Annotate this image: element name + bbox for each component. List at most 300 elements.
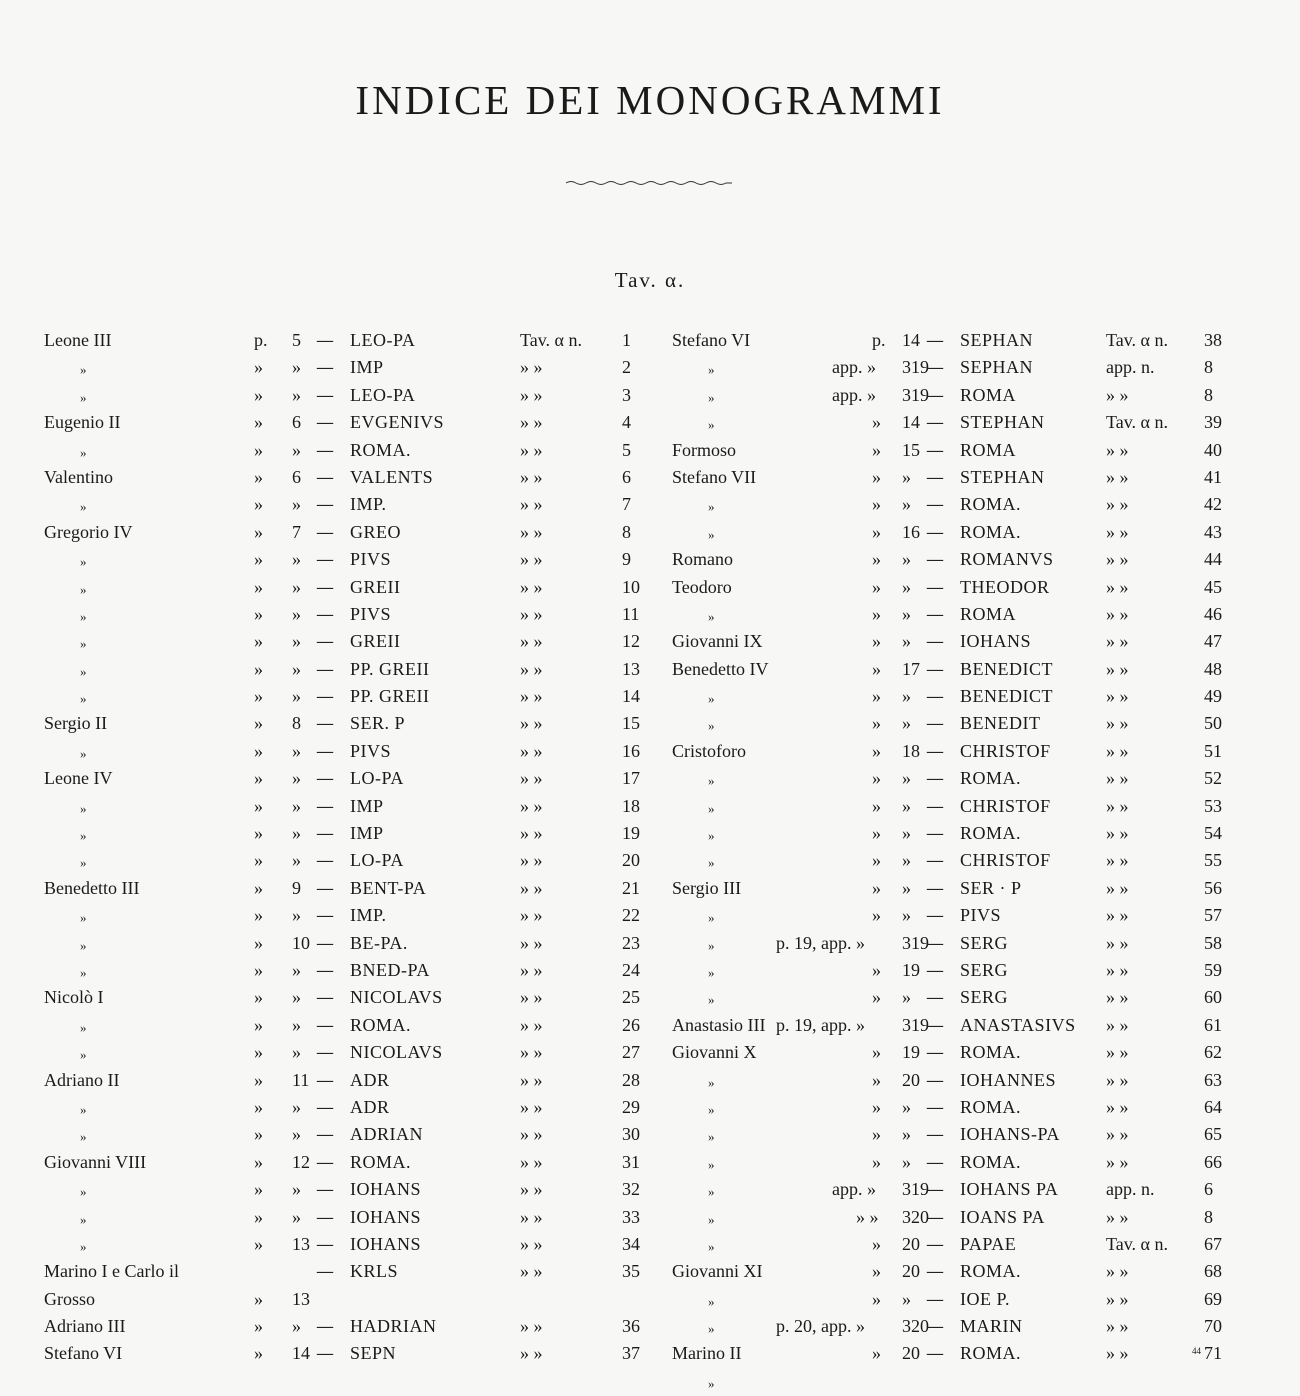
entry-num: 60	[1204, 987, 1222, 1008]
entry-num: 22	[622, 905, 640, 926]
entry-tav: » »	[1106, 686, 1129, 707]
entry-ref: »	[254, 713, 263, 734]
entry-name: »	[80, 663, 87, 679]
entry-ref: »	[872, 412, 881, 433]
entry-num: 19	[622, 823, 640, 844]
entry-mono: ROMA	[960, 439, 1017, 460]
entry-mono: CHRISTOF	[960, 850, 1051, 871]
entry-num: 16	[622, 740, 640, 761]
entry-name: Adriano II	[44, 1069, 120, 1090]
dash-separator: —	[926, 1124, 945, 1146]
entry-name: Grosso	[44, 1288, 96, 1309]
entry-mono: ROMA.	[960, 1261, 1022, 1282]
entry-page: »	[292, 658, 301, 679]
entry-num: 45	[1204, 576, 1222, 597]
entry-page: »	[292, 1316, 301, 1337]
entry-page: 320	[902, 1316, 929, 1337]
entry-tav: » »	[520, 1233, 543, 1254]
entry-mono: SERG	[960, 987, 1009, 1008]
entry-tav: » »	[520, 713, 543, 734]
entry-mono: IOHANS	[350, 1179, 422, 1200]
entry-mono: BENT-PA	[350, 877, 427, 898]
entry-num: 42	[1204, 494, 1222, 515]
dash-separator: —	[316, 1179, 335, 1201]
entry-page: »	[902, 686, 911, 707]
entry-mono: SER. P	[350, 713, 406, 734]
entry-mono: ROMA.	[960, 1343, 1022, 1364]
entry-ref: »	[254, 1151, 263, 1172]
entry-mono: ROMA.	[960, 1096, 1022, 1117]
entry-tav: » »	[1106, 466, 1129, 487]
entry-name: »	[708, 992, 715, 1008]
dash-separator: —	[316, 603, 335, 625]
entry-num: 30	[622, 1124, 640, 1145]
entry-page: »	[902, 877, 911, 898]
entry-name: »	[708, 1375, 715, 1391]
entry-page: »	[902, 823, 911, 844]
dash-separator: —	[926, 1014, 945, 1036]
dash-separator: —	[316, 521, 335, 543]
entry-tav: » »	[520, 521, 543, 542]
dash-separator: —	[926, 823, 945, 845]
entry-num: 6	[622, 466, 631, 487]
entry-tav: » »	[1106, 1069, 1129, 1090]
entry-ref: »	[254, 521, 263, 542]
entry-page: 7	[292, 521, 301, 542]
entry-tav: Tav. α n.	[520, 330, 582, 350]
entry-num: 51	[1204, 740, 1222, 761]
entry-tav: » »	[520, 850, 543, 871]
entry-num: 31	[622, 1151, 640, 1172]
entry-mono: LO-PA	[350, 768, 404, 789]
entry-name: »	[80, 581, 87, 597]
entry-name: Marino I e Carlo il	[44, 1261, 179, 1282]
entry-num: 32	[622, 1179, 640, 1200]
entry-tav: » »	[1106, 987, 1129, 1008]
entry-mono: ANASTASIVS	[960, 1014, 1076, 1035]
entry-tav: » »	[520, 412, 543, 433]
entry-ref: p.	[254, 330, 268, 350]
entry-mono: SER · P	[960, 877, 1022, 898]
entry-tav: » »	[1106, 658, 1129, 679]
dash-separator: —	[316, 330, 335, 351]
entry-mono: IMP	[350, 795, 384, 816]
entry-ref: »	[254, 439, 263, 460]
entry-tav: » »	[520, 549, 543, 570]
entry-ref: »	[872, 1096, 881, 1117]
entry-page: »	[292, 1096, 301, 1117]
entry-ref: »	[254, 603, 263, 624]
entry-num: 47	[1204, 631, 1222, 652]
entry-page: »	[292, 384, 301, 405]
entry-name: »	[80, 800, 87, 816]
dash-separator: —	[316, 412, 335, 434]
entry-name: Adriano III	[44, 1316, 126, 1337]
entry-num: 58	[1204, 932, 1222, 953]
entry-page: 319	[902, 932, 929, 953]
entry-name: Giovanni IX	[672, 631, 763, 652]
entry-name: Benedetto III	[44, 877, 140, 898]
entry-mono: ADR	[350, 1096, 390, 1117]
entry-ref: »	[872, 713, 881, 734]
dash-separator: —	[316, 357, 335, 379]
entry-name: Stefano VI	[672, 330, 751, 350]
entry-mono: ROMA.	[960, 768, 1022, 789]
entry-ref: »	[254, 1069, 263, 1090]
dash-separator: —	[926, 521, 945, 543]
entry-page: 20	[902, 1261, 920, 1282]
entry-ref: p.	[872, 330, 886, 350]
entry-name: Nicolò I	[44, 987, 104, 1008]
entry-num: 27	[622, 1042, 640, 1063]
entry-page: »	[292, 494, 301, 515]
entry-page: 6	[292, 466, 301, 487]
entry-tav: » »	[1106, 1014, 1129, 1035]
entry-ref: »	[872, 823, 881, 844]
entry-page: »	[292, 439, 301, 460]
entry-page: 20	[902, 1069, 920, 1090]
entry-tav: » »	[1106, 905, 1129, 926]
dash-separator: —	[926, 1069, 945, 1091]
dash-separator: —	[926, 905, 945, 927]
entry-ref: »	[254, 549, 263, 570]
entry-tav: » »	[520, 1179, 543, 1200]
entry-mono: ROMA.	[960, 1151, 1022, 1172]
dash-separator: —	[316, 1261, 335, 1283]
entry-page: 12	[292, 1151, 310, 1172]
entry-tav: app. n.	[1106, 1179, 1155, 1200]
entry-ref: »	[254, 576, 263, 597]
dash-separator: —	[316, 905, 335, 927]
entry-ref: »	[254, 1288, 263, 1309]
entry-num: 5	[622, 439, 631, 460]
entry-num: 53	[1204, 795, 1222, 816]
entry-page: »	[292, 549, 301, 570]
entry-name: »	[80, 745, 87, 761]
entry-page: »	[902, 631, 911, 652]
entry-tav: » »	[1106, 713, 1129, 734]
dash-separator: —	[926, 959, 945, 981]
entry-name: Sergio II	[44, 713, 108, 734]
entry-ref: »	[872, 494, 881, 515]
entry-name: Leone III	[44, 330, 112, 350]
entry-mono: IOANS PA	[960, 1206, 1045, 1227]
entry-num: 63	[1204, 1069, 1222, 1090]
entry-name: »	[708, 910, 715, 926]
entry-ref: »	[872, 987, 881, 1008]
entry-tav: » »	[520, 1042, 543, 1063]
entry-ref: »	[254, 1316, 263, 1337]
entry-mono: STEPHAN	[960, 466, 1045, 487]
entry-ref: »	[872, 1343, 881, 1364]
dash-separator: —	[316, 549, 335, 571]
entry-ref: »	[254, 466, 263, 487]
entry-tav: » »	[520, 768, 543, 789]
entry-mono: ROMA.	[350, 439, 412, 460]
entry-page: 6	[292, 412, 301, 433]
entry-ref: »	[254, 823, 263, 844]
entry-mono: PIVS	[960, 905, 1002, 926]
entry-ref: »	[872, 1288, 881, 1309]
entry-ref: »	[872, 1233, 881, 1254]
entry-page: »	[902, 987, 911, 1008]
entry-mono: IMP	[350, 823, 384, 844]
entry-ref: p. 19, app. »	[776, 1014, 865, 1035]
entry-num: 52	[1204, 768, 1222, 789]
entry-ref: »	[872, 521, 881, 542]
entry-name: »	[80, 1238, 87, 1254]
section-heading: Tav. α.	[614, 268, 686, 292]
entry-num: 66	[1204, 1151, 1222, 1172]
entry-name: »	[708, 1184, 715, 1200]
entry-tav: » »	[520, 357, 543, 378]
entry-tav: app. n.	[1106, 357, 1155, 378]
entry-mono: ROMA.	[350, 1151, 412, 1172]
entry-name: Stefano VII	[672, 466, 757, 487]
entry-mono: PIVS	[350, 740, 392, 761]
entry-name: »	[708, 608, 715, 624]
entry-ref: »	[254, 1096, 263, 1117]
entry-mono: GREII	[350, 631, 401, 652]
dash-separator: —	[316, 576, 335, 598]
entry-name: Teodoro	[672, 576, 732, 597]
entry-name: »	[80, 636, 87, 652]
entry-tav: » »	[520, 658, 543, 679]
entry-tav: » »	[1106, 877, 1129, 898]
entry-mono: SERG	[960, 959, 1009, 980]
dash-separator: —	[316, 384, 335, 406]
entry-ref: »	[872, 768, 881, 789]
entry-mono: CHRISTOF	[960, 740, 1051, 761]
dash-separator: —	[316, 1316, 335, 1338]
entry-tav: » »	[520, 576, 543, 597]
entry-page: 5	[292, 330, 301, 350]
entry-mono: LEO-PA	[350, 384, 416, 405]
entry-ref: »	[254, 987, 263, 1008]
entry-num: 33	[622, 1206, 640, 1227]
entry-ref: »	[872, 1261, 881, 1282]
entry-page: 19	[902, 1042, 920, 1063]
entry-mono: SEPHAN	[960, 330, 1034, 350]
entry-page: »	[292, 823, 301, 844]
entry-ref: »	[254, 932, 263, 953]
entry-mono: SEPHAN	[960, 357, 1034, 378]
entry-mono: ROMA.	[350, 1014, 412, 1035]
entry-tav: » »	[1106, 740, 1129, 761]
entry-name: »	[708, 964, 715, 980]
entry-name: »	[708, 1211, 715, 1227]
dash-separator: —	[926, 466, 945, 488]
entry-name: »	[80, 554, 87, 570]
entry-tav: » »	[520, 740, 543, 761]
entry-name: Giovanni VIII	[44, 1151, 147, 1172]
entry-num: 36	[622, 1316, 640, 1337]
entry-mono: BE-PA.	[350, 932, 408, 953]
entry-page: »	[292, 631, 301, 652]
entry-name: »	[708, 389, 715, 405]
entry-tav: » »	[520, 603, 543, 624]
entry-mono: IOHANS	[960, 631, 1032, 652]
entry-page: »	[292, 1042, 301, 1063]
entry-ref: »	[872, 959, 881, 980]
entry-mono: ADRIAN	[350, 1124, 423, 1145]
entry-num: 25	[622, 987, 640, 1008]
entry-ref: »	[872, 603, 881, 624]
entry-name: »	[80, 444, 87, 460]
entry-mono: HADRIAN	[350, 1316, 437, 1337]
entry-page: 8	[292, 713, 301, 734]
dash-separator: —	[926, 795, 945, 817]
entry-page: 18	[902, 740, 920, 761]
dash-separator: —	[316, 1042, 335, 1064]
entry-ref: »	[254, 959, 263, 980]
entry-tav: » »	[520, 905, 543, 926]
entry-name: »	[708, 718, 715, 734]
dash-separator: —	[926, 330, 945, 351]
entry-name: Anastasio III	[672, 1014, 766, 1035]
entry-num: 8	[1204, 1206, 1213, 1227]
entry-page: »	[902, 549, 911, 570]
entry-tav: » »	[1106, 1096, 1129, 1117]
entry-mono: STEPHAN	[960, 412, 1045, 433]
entry-page: »	[292, 959, 301, 980]
entry-ref: »	[872, 686, 881, 707]
dash-separator: —	[316, 877, 335, 899]
entry-name: »	[80, 691, 87, 707]
entry-ref: »	[254, 850, 263, 871]
dash-separator: —	[316, 740, 335, 762]
dash-separator: —	[316, 1014, 335, 1036]
entry-tav: » »	[1106, 603, 1129, 624]
entry-ref: »	[872, 877, 881, 898]
entry-tav: » »	[1106, 795, 1129, 816]
entry-num: 62	[1204, 1042, 1222, 1063]
dash-separator: —	[926, 603, 945, 625]
entry-name: Stefano VI	[44, 1343, 123, 1364]
entry-num: 12	[622, 631, 640, 652]
entry-page: »	[292, 850, 301, 871]
ornamental-rule	[566, 180, 732, 186]
entry-num: 9	[622, 549, 631, 570]
entry-tav: » »	[520, 466, 543, 487]
dash-separator: —	[316, 631, 335, 653]
entry-mono: SERG	[960, 932, 1009, 953]
entry-page: »	[902, 713, 911, 734]
entry-num: 11	[622, 603, 640, 624]
entry-num: 10	[622, 576, 640, 597]
entry-tav: » »	[1106, 1206, 1129, 1227]
entry-ref: »	[872, 850, 881, 871]
entry-ref: »	[872, 466, 881, 487]
entry-tav: » »	[1106, 959, 1129, 980]
entry-num: 13	[622, 658, 640, 679]
entry-mono: ROMA.	[960, 1042, 1022, 1063]
dash-separator: —	[926, 1096, 945, 1118]
dash-separator: —	[926, 1343, 945, 1365]
entry-mono: ROMA.	[960, 521, 1022, 542]
entry-ref: »	[872, 795, 881, 816]
dash-separator: —	[926, 1206, 945, 1228]
entry-mono: ADR	[350, 1069, 390, 1090]
entry-ref: »	[254, 494, 263, 515]
dash-separator: —	[316, 795, 335, 817]
entry-name: Gregorio IV	[44, 521, 133, 542]
dash-separator: —	[926, 1042, 945, 1064]
entry-page: »	[292, 1206, 301, 1227]
dash-separator: —	[926, 713, 945, 735]
entry-num: 61	[1204, 1014, 1222, 1035]
entry-tav: » »	[1106, 384, 1129, 405]
entry-num: 8	[1204, 384, 1213, 405]
entry-page: 13	[292, 1233, 310, 1254]
entry-mono: PAPAE	[960, 1233, 1017, 1254]
entry-ref: »	[254, 1233, 263, 1254]
entry-ref: »	[254, 1042, 263, 1063]
entry-mono: ROMA	[960, 603, 1017, 624]
entry-name: Giovanni X	[672, 1042, 757, 1063]
entry-ref: app. »	[832, 1179, 876, 1200]
entry-ref: »	[872, 1069, 881, 1090]
entry-num: 50	[1204, 713, 1222, 734]
dash-separator: —	[926, 1179, 945, 1201]
entry-name: »	[708, 1074, 715, 1090]
entry-name: »	[708, 362, 715, 378]
entry-tav: » »	[520, 1343, 543, 1364]
entry-tav: » »	[520, 631, 543, 652]
entry-tav: » »	[1106, 576, 1129, 597]
entry-page: »	[902, 1151, 911, 1172]
entry-page: 11	[292, 1069, 310, 1090]
entry-mono: IMP.	[350, 494, 387, 515]
entry-num: 68	[1204, 1261, 1222, 1282]
entry-page: 14	[292, 1343, 310, 1364]
entry-tav: » »	[520, 1096, 543, 1117]
entry-page: »	[902, 1124, 911, 1145]
entry-num: 70	[1204, 1316, 1222, 1337]
dash-separator: —	[316, 1124, 335, 1146]
entry-page: 14	[902, 412, 920, 433]
entry-tav: » »	[1106, 768, 1129, 789]
entry-page: »	[902, 768, 911, 789]
entry-num: 23	[622, 932, 640, 953]
dash-separator: —	[316, 439, 335, 461]
entry-name: »	[708, 1293, 715, 1309]
entry-num: 6	[1204, 1179, 1213, 1200]
entry-mono: NICOLAVS	[350, 1042, 443, 1063]
entry-mono: BNED-PA	[350, 959, 430, 980]
dash-separator: —	[926, 1261, 945, 1283]
entry-ref: »	[254, 1343, 263, 1364]
entry-page: »	[902, 466, 911, 487]
entry-ref: »	[254, 768, 263, 789]
dash-separator: —	[926, 1288, 945, 1310]
page-title: INDICE DEI MONOGRAMMI	[355, 77, 945, 123]
dash-separator: —	[316, 987, 335, 1009]
dash-separator: —	[926, 740, 945, 762]
entry-name: »	[80, 910, 87, 926]
entry-mono: ROMA	[960, 384, 1017, 405]
entry-ref: »	[872, 658, 881, 679]
entry-page: 319	[902, 384, 929, 405]
entry-num: 44	[1204, 549, 1222, 570]
entry-num: 41	[1204, 466, 1222, 487]
entry-num: 8	[1204, 357, 1213, 378]
entry-page: 319	[902, 357, 929, 378]
dash-separator: —	[926, 384, 945, 406]
entry-ref: »	[872, 549, 881, 570]
entry-name: »	[80, 937, 87, 953]
entry-num: 3	[622, 384, 631, 405]
